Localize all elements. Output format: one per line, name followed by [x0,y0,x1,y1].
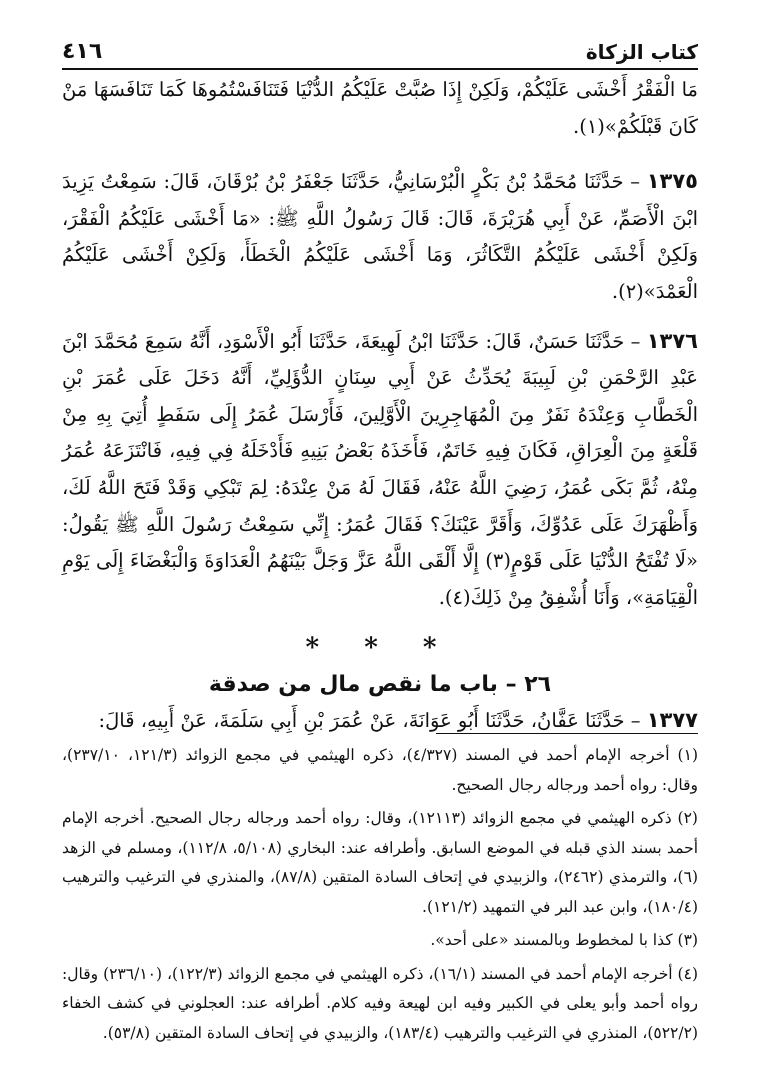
hadith-1377 [62,702,698,740]
footnotes [62,741,698,1052]
opening-paragraph: مَا الْفَقْرُ أَخْشَى عَلَيْكُمْ، وَلَكِنْ إِذَا صُبَّتْ عَلَيْكُمُ الدُّنْيَا فَتَنَافَسْتُمُوهَا كَمَا تَنَافَسَهَا مَنْ كَانَ قَبْلَكُمْ»(١). [62,78,698,138]
hadith-number: ١٣٧٦ [646,328,698,353]
footnote-3: (٣) كذا با لمخطوط وبالمسند «على أحد». [430,931,698,949]
hadith-number: ١٣٧٧ [646,708,698,733]
hadith-text: – حَدَّثَنَا مُحَمَّدُ بْنُ بَكْرٍ الْبُرْسَانِيُّ، حَدَّثَنَا جَعْفَرُ بْنُ بُرْقَانَ، قَالَ: سَمِعْتُ يَزِيدَ ابْنَ الْأَصَمِّ، عَنْ أَبِي هُرَيْرَةَ، قَالَ: قَالَ رَسُولُ اللَّهِ ﷺ: «مَا أَخْشَى عَلَيْكُمُ الْفَقْرَ، وَلَكِنْ أَخْشَى عَلَيْكُمُ التَّكَاثُرَ، وَمَا أَخْشَى عَلَيْكُمُ الْخَطَأَ، وَلَكِنْ أَخْشَى عَلَيْكُمُ الْعَمْدَ»(٢). [62,170,698,303]
footnote-divider [436,733,698,734]
page-number: ٤١٦ [62,39,103,64]
footnote-4: (٤) أخرجه الإمام أحمد في المسند (١٦/١)، ذكره الهيثمي في مجمع الزوائد (١٢٢/٣)، (٢٣٦/١٠) وقال: رواه أحمد وأبو يعلى في الكبير وفيه ابن لهيعة وفيه كلام. أطرافه عند: العجلوني في كشف الخفاء (٥٢٢/٢)، المنذري في الترغيب والترهيب (١٨٣/٤)، والزبيدي في إتحاف السادة المتقين (٥٣/٨). [62,964,698,1042]
hadith-text: – حَدَّثَنَا حَسَنٌ، قَالَ: حَدَّثَنَا ابْنُ لَهِيعَةَ، حَدَّثَنَا أَبُو الْأَسْوَدِ، أَنَّهُ سَمِعَ مُحَمَّدَ ابْنَ عَبْدِ الرَّحْمَنِ بْنِ لَبِيبَةَ يُحَدِّثُ عَنْ أَبِي سِنَانٍ الدُّؤَلِيِّ، أَنَّهُ دَخَلَ عَلَى عُمَرَ بْنِ الْخَطَّابِ وَعِنْدَهُ نَفَرٌ مِنَ الْمُهَاجِرِينَ الْأَوَّلِينَ، فَأَرْسَلَ عُمَرُ إِلَى سَفَطٍ أُتِيَ بِهِ مِنْ قَلْعَةٍ مِنَ الْعِرَاقِ، فَكَانَ فِيهِ خَاتَمٌ، فَأَخَذَهُ بَعْضُ بَنِيهِ فَأَدْخَلَهُ فِي فِيهِ، فَانْتَزَعَهُ عُمَرُ مِنْهُ، ثُمَّ بَكَى عُمَرُ، رَضِيَ اللَّهُ عَنْهُ، فَقَالَ لَهُ مَنْ عِنْدَهُ: لِمَ تَبْكِي وَقَدْ فَتَحَ اللَّهُ لَكَ، وَأَظْهَرَكَ عَلَى عَدُوِّكَ، وَأَقَرَّ عَيْنَكَ؟ فَقَالَ عُمَرُ: إِنِّي سَمِعْتُ رَسُولَ اللَّهِ ﷺ يَقُولُ: «لَا تُفْتَحُ الدُّنْيَا عَلَى قَوْمٍ(٣) إِلَّا أَلْقَى اللَّهُ عَزَّ وَجَلَّ بَيْنَهُمُ الْعَدَاوَةَ وَالْبَغْضَاءَ إِلَى يَوْمِ الْقِيَامَةِ»، وَأَنَا أُشْفِقُ مِنْ ذَلِكَ(٤). [62,329,698,609]
footnote-2: (٢) ذكره الهيثمي في مجمع الزوائد (١٢١١٣)، وقال: رواه أحمد ورجاله رجال الصحيح. أخرجه الإمام أحمد بسند الذي قبله في الموضع السابق. وأطرافه عند: البخاري (٥/١٠٨، ١١٢/٨)، ومسلم في الزهد (٦)، والترمذي (٢٤٦٢)، والزبيدي في إتحاف السادة المتقين (٨٧/٨)، والمنذري في الترغيب والترهيب (١٨٠/٤)، وابن عبد البر في التمهيد (١٢١/٢). [62,809,699,916]
footnote-1: (١) أخرجه الإمام أحمد في المسند (٤/٣٢٧)، ذكره الهيثمي في مجمع الزوائد (١٢١/٣، ٢٣٧/١٠)، وقال: رواه أحمد ورجاله رجال الصحيح. [62,746,698,794]
hadith-number: ١٣٧٥ [646,169,698,194]
book-section-title: كتاب الزكاة [585,40,698,64]
chapter-heading: ٢٦ – باب ما نقص مال من صدقة [208,672,552,698]
hadith-1376 [62,323,698,617]
main-text [62,72,698,740]
section-separator: * * * [305,633,455,664]
hadith-1375 [62,163,698,310]
hadith-text: – حَدَّثَنَا عَفَّانُ، حَدَّثَنَا أَبُو عَوَانَةَ، عَنْ عُمَرَ بْنِ أَبِي سَلَمَةَ، عَنْ أَبِيهِ، قَالَ: [98,709,641,733]
page-header [62,30,698,70]
